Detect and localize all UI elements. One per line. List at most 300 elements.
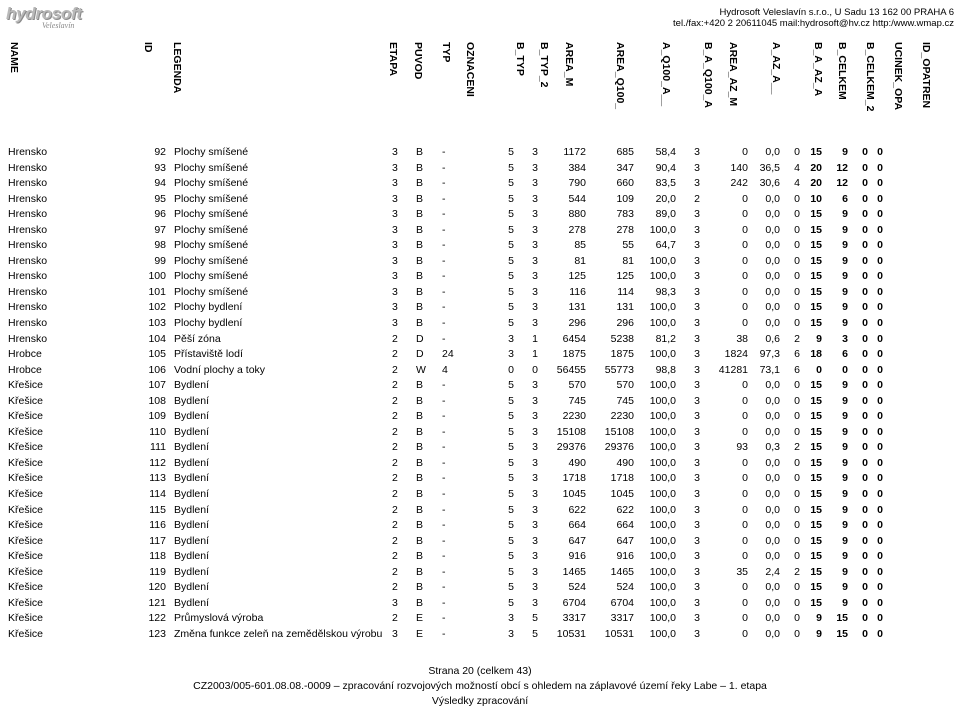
- cell-id: 99: [154, 254, 166, 267]
- cell-b-typ: 3: [508, 612, 514, 625]
- cell-b-celkem-2: 9: [842, 488, 848, 501]
- cell-typ: -: [442, 285, 446, 298]
- cell-b-a-az-a: 0: [794, 425, 800, 438]
- cell-b-typ-2: 3: [532, 534, 538, 547]
- cell-ucinek-opa: 0: [862, 534, 868, 547]
- cell-b-celkem-2: 9: [842, 317, 848, 330]
- cell-typ: 4: [442, 363, 448, 376]
- cell-a-az-a: 0,0: [765, 379, 780, 392]
- cell-a-az-a: 0,6: [765, 332, 780, 345]
- cell-b-typ: 5: [508, 317, 514, 330]
- cell-b-celkem-2: 3: [842, 332, 848, 345]
- cell-id: 121: [148, 596, 166, 609]
- cell-b-typ-2: 5: [532, 627, 538, 640]
- cell-legenda: Bydlení: [174, 441, 210, 454]
- cell-area-az-m: 242: [730, 177, 748, 190]
- cell-b-typ: 5: [508, 441, 514, 454]
- cell-legenda: Bydlení: [174, 581, 210, 594]
- cell-area-q100: 3317: [610, 612, 634, 625]
- cell-a-az-a: 0,0: [765, 223, 780, 236]
- project-title: CZ2003/005-601.08.08.-0009 – zpracování rozvojových možností obcí s ohledem na záplavové území řeky Labe – 1. etapa: [193, 680, 767, 692]
- header-b-typ-2: B_TYP_2: [538, 42, 550, 88]
- cell-b-celkem: 15: [810, 394, 822, 407]
- cell-b-celkem: 9: [816, 332, 822, 345]
- table-row: [0, 161, 883, 177]
- cell-area-q100: 10531: [604, 627, 634, 640]
- cell-id-opatren: 0: [877, 301, 883, 314]
- cell-typ: -: [442, 317, 446, 330]
- cell-area-m: 745: [568, 394, 586, 407]
- cell-area-m: 56455: [556, 363, 586, 376]
- cell-b-typ: 5: [508, 254, 514, 267]
- cell-b-a-az-a: 4: [794, 161, 800, 174]
- cell-a-az-a: 0,0: [765, 192, 780, 205]
- cell-area-q100: 647: [616, 534, 634, 547]
- cell-area-q100: 1875: [610, 348, 634, 361]
- cell-b-celkem: 15: [810, 410, 822, 423]
- cell-name: Křešice: [8, 581, 44, 594]
- header-a-az-a: A_AZ_A__: [770, 42, 782, 95]
- cell-b-celkem-2: 12: [836, 177, 848, 190]
- cell-b-celkem: 15: [810, 379, 822, 392]
- cell-name: Hrensko: [8, 317, 48, 330]
- cell-area-az-m: 0: [742, 192, 748, 205]
- cell-puvod: B: [416, 581, 424, 594]
- cell-b-typ-2: 3: [532, 285, 538, 298]
- cell-id-opatren: 0: [877, 332, 883, 345]
- cell-b-celkem-2: 9: [842, 581, 848, 594]
- cell-a-q100-a: 98,3: [655, 285, 676, 298]
- cell-typ: -: [442, 379, 446, 392]
- cell-ucinek-opa: 0: [862, 317, 868, 330]
- cell-area-q100: 296: [616, 317, 634, 330]
- cell-area-m: 490: [568, 456, 586, 469]
- cell-id-opatren: 0: [877, 596, 883, 609]
- cell-a-az-a: 0,0: [765, 581, 780, 594]
- cell-b-typ-2: 3: [532, 550, 538, 563]
- cell-b-a-az-a: 0: [794, 519, 800, 532]
- cell-ucinek-opa: 0: [862, 348, 868, 361]
- cell-name: Křešice: [8, 627, 44, 640]
- cell-legenda: Bydlení: [174, 565, 210, 578]
- cell-puvod: D: [416, 348, 424, 361]
- cell-area-az-m: 0: [742, 301, 748, 314]
- cell-ucinek-opa: 0: [862, 581, 868, 594]
- cell-name: Křešice: [8, 550, 44, 563]
- cell-a-q100-a: 100,0: [649, 612, 676, 625]
- table-row: [0, 456, 883, 472]
- cell-id: 98: [154, 239, 166, 252]
- page-number: Strana 20 (celkem 43): [428, 665, 532, 677]
- cell-puvod: B: [416, 254, 424, 267]
- cell-id-opatren: 0: [877, 192, 883, 205]
- cell-b-a-q100-a: 3: [694, 146, 700, 158]
- cell-b-celkem: 15: [810, 239, 822, 252]
- company-logo: [6, 4, 86, 32]
- cell-b-typ-2: 3: [532, 425, 538, 438]
- cell-legenda: Bydlení: [174, 425, 210, 438]
- cell-area-m: 916: [568, 550, 586, 563]
- cell-id: 96: [154, 208, 166, 221]
- cell-puvod: B: [416, 534, 424, 547]
- cell-a-az-a: 36,5: [759, 161, 780, 174]
- cell-b-typ: 5: [508, 503, 514, 516]
- cell-b-typ: 5: [508, 410, 514, 423]
- cell-id: 94: [154, 177, 166, 190]
- cell-b-a-q100-a: 3: [694, 285, 700, 298]
- cell-b-celkem-2: 9: [842, 379, 848, 392]
- cell-ucinek-opa: 0: [862, 596, 868, 609]
- cell-b-typ-2: 3: [532, 472, 538, 485]
- cell-puvod: B: [416, 146, 424, 158]
- cell-a-az-a: 0,0: [765, 208, 780, 221]
- cell-etapa: 2: [392, 534, 398, 547]
- cell-etapa: 2: [392, 410, 398, 423]
- cell-ucinek-opa: 0: [862, 550, 868, 563]
- cell-puvod: B: [416, 192, 424, 205]
- cell-id-opatren: 0: [877, 394, 883, 407]
- cell-b-a-q100-a: 3: [694, 503, 700, 516]
- cell-area-q100: 29376: [604, 441, 634, 454]
- cell-b-typ-2: 0: [532, 363, 538, 376]
- cell-b-celkem-2: 9: [842, 534, 848, 547]
- cell-puvod: B: [416, 503, 424, 516]
- cell-b-a-az-a: 0: [794, 285, 800, 298]
- cell-puvod: B: [416, 472, 424, 485]
- cell-id: 116: [149, 519, 166, 532]
- cell-area-m: 278: [568, 223, 586, 236]
- cell-b-celkem: 15: [810, 146, 822, 158]
- cell-a-q100-a: 100,0: [649, 394, 676, 407]
- cell-area-q100: 109: [616, 192, 634, 205]
- header-b-typ: B_TYP: [514, 42, 526, 76]
- cell-puvod: B: [416, 488, 424, 501]
- company-address: Hydrosoft Veleslavín s.r.o., U Sadu 13 162 00 PRAHA 6: [719, 7, 954, 18]
- table-row: [0, 285, 883, 301]
- cell-etapa: 3: [392, 254, 398, 267]
- cell-etapa: 3: [392, 317, 398, 330]
- cell-id: 113: [149, 472, 166, 485]
- cell-a-az-a: 0,0: [765, 425, 780, 438]
- cell-area-q100: 660: [616, 177, 634, 190]
- cell-a-q100-a: 81,2: [655, 332, 676, 345]
- logo-name: hydrosoft: [6, 4, 82, 23]
- cell-id: 117: [149, 534, 166, 547]
- cell-area-az-m: 0: [742, 581, 748, 594]
- cell-a-az-a: 30,6: [759, 177, 780, 190]
- cell-name: Křešice: [8, 410, 44, 423]
- cell-b-typ-2: 3: [532, 410, 538, 423]
- table-row: [0, 300, 883, 316]
- cell-ucinek-opa: 0: [862, 192, 868, 205]
- cell-b-typ: 5: [508, 581, 514, 594]
- cell-area-az-m: 0: [742, 208, 748, 221]
- cell-a-az-a: 0,0: [765, 503, 780, 516]
- table-row: [0, 580, 883, 596]
- cell-b-typ-2: 3: [532, 581, 538, 594]
- cell-a-q100-a: 98,8: [655, 363, 676, 376]
- cell-etapa: 2: [392, 379, 398, 392]
- cell-ucinek-opa: 0: [862, 270, 868, 283]
- cell-typ: -: [442, 410, 446, 423]
- cell-b-a-q100-a: 3: [694, 534, 700, 547]
- cell-b-a-q100-a: 3: [694, 488, 700, 501]
- cell-id: 92: [154, 146, 166, 158]
- cell-area-m: 1875: [562, 348, 586, 361]
- cell-b-celkem-2: 9: [842, 503, 848, 516]
- cell-area-m: 125: [568, 270, 586, 283]
- cell-a-q100-a: 20,0: [655, 192, 676, 205]
- cell-b-a-az-a: 0: [794, 379, 800, 392]
- cell-b-celkem: 15: [810, 223, 822, 236]
- cell-a-q100-a: 100,0: [649, 456, 676, 469]
- table-row: [0, 145, 883, 161]
- cell-area-az-m: 38: [736, 332, 748, 345]
- cell-b-typ: 3: [508, 332, 514, 345]
- cell-area-m: 2230: [562, 410, 586, 423]
- cell-b-celkem-2: 6: [842, 348, 848, 361]
- cell-b-typ: 5: [508, 285, 514, 298]
- cell-name: Hrensko: [8, 254, 48, 267]
- cell-etapa: 3: [392, 270, 398, 283]
- cell-area-q100: 783: [616, 208, 634, 221]
- cell-ucinek-opa: 0: [862, 472, 868, 485]
- cell-area-az-m: 0: [742, 317, 748, 330]
- cell-area-q100: 916: [616, 550, 634, 563]
- cell-id-opatren: 0: [877, 550, 883, 563]
- cell-b-a-az-a: 0: [794, 612, 800, 625]
- cell-id-opatren: 0: [877, 177, 883, 190]
- cell-area-m: 296: [568, 317, 586, 330]
- cell-id-opatren: 0: [877, 363, 883, 376]
- cell-area-q100: 664: [616, 519, 634, 532]
- cell-b-celkem-2: 9: [842, 425, 848, 438]
- table-row: [0, 471, 883, 487]
- cell-area-az-m: 140: [730, 161, 748, 174]
- cell-typ: -: [442, 192, 446, 205]
- cell-ucinek-opa: 0: [862, 441, 868, 454]
- cell-id: 106: [148, 363, 166, 376]
- cell-id: 107: [148, 379, 166, 392]
- table-row: [0, 394, 883, 410]
- cell-name: Křešice: [8, 425, 44, 438]
- table-row: [0, 503, 883, 519]
- cell-name: Hrobce: [8, 348, 42, 361]
- cell-legenda: Změna funkce zeleň na zemědělskou výrobu: [174, 627, 383, 640]
- cell-a-az-a: 0,0: [765, 550, 780, 563]
- cell-puvod: B: [416, 317, 424, 330]
- cell-name: Křešice: [8, 379, 44, 392]
- cell-name: Křešice: [8, 534, 44, 547]
- cell-id-opatren: 0: [877, 146, 883, 158]
- cell-a-q100-a: 90,4: [655, 161, 676, 174]
- cell-b-celkem-2: 9: [842, 301, 848, 314]
- cell-legenda: Bydlení: [174, 394, 210, 407]
- cell-etapa: 2: [392, 348, 398, 361]
- cell-b-celkem-2: 9: [842, 519, 848, 532]
- cell-b-typ-2: 3: [532, 379, 538, 392]
- cell-legenda: Plochy smíšené: [174, 270, 249, 283]
- cell-puvod: B: [416, 177, 424, 190]
- header-area-m: AREA_M: [563, 42, 575, 87]
- cell-area-q100: 55: [622, 239, 634, 252]
- cell-b-celkem: 15: [810, 208, 822, 221]
- cell-b-typ: 5: [508, 519, 514, 532]
- cell-etapa: 3: [392, 146, 398, 158]
- cell-id-opatren: 0: [877, 379, 883, 392]
- cell-b-celkem-2: 9: [842, 441, 848, 454]
- cell-b-typ-2: 3: [532, 223, 538, 236]
- cell-b-typ: 5: [508, 565, 514, 578]
- cell-area-q100: 114: [617, 285, 634, 298]
- cell-b-a-q100-a: 3: [694, 550, 700, 563]
- cell-b-celkem: 15: [810, 519, 822, 532]
- cell-id-opatren: 0: [877, 239, 883, 252]
- cell-ucinek-opa: 0: [862, 208, 868, 221]
- cell-area-m: 384: [568, 161, 586, 174]
- cell-b-a-az-a: 6: [794, 363, 800, 376]
- table-row: [0, 192, 883, 208]
- cell-typ: -: [442, 394, 446, 407]
- cell-etapa: 3: [392, 285, 398, 298]
- cell-a-q100-a: 100,0: [649, 410, 676, 423]
- cell-b-typ-2: 3: [532, 503, 538, 516]
- cell-legenda: Plochy smíšené: [174, 146, 249, 158]
- cell-b-a-q100-a: 3: [694, 519, 700, 532]
- cell-area-m: 544: [568, 192, 586, 205]
- table-row: [0, 316, 883, 332]
- cell-b-a-az-a: 0: [794, 596, 800, 609]
- cell-a-q100-a: 64,7: [655, 239, 676, 252]
- cell-b-a-q100-a: 3: [694, 348, 700, 361]
- cell-legenda: Bydlení: [174, 456, 210, 469]
- cell-b-celkem-2: 15: [836, 627, 848, 640]
- cell-typ: -: [442, 581, 446, 594]
- cell-a-q100-a: 100,0: [649, 317, 676, 330]
- cell-typ: -: [442, 270, 446, 283]
- header-puvod: PUVOD: [412, 42, 424, 80]
- cell-b-a-q100-a: 3: [694, 161, 700, 174]
- cell-name: Hrensko: [8, 285, 48, 298]
- cell-area-az-m: 35: [736, 565, 748, 578]
- cell-area-q100: 125: [616, 270, 634, 283]
- cell-area-m: 85: [574, 239, 586, 252]
- cell-typ: -: [442, 627, 446, 640]
- cell-typ: -: [442, 488, 446, 501]
- cell-a-az-a: 0,0: [765, 146, 780, 158]
- cell-legenda: Plochy smíšené: [174, 254, 249, 267]
- cell-b-celkem-2: 9: [842, 223, 848, 236]
- cell-area-m: 3317: [562, 612, 586, 625]
- cell-puvod: B: [416, 301, 424, 314]
- cell-b-celkem-2: 9: [842, 550, 848, 563]
- cell-b-typ: 5: [508, 425, 514, 438]
- cell-area-az-m: 0: [742, 425, 748, 438]
- cell-b-a-az-a: 6: [794, 348, 800, 361]
- cell-area-q100: 685: [616, 146, 634, 158]
- cell-area-az-m: 0: [742, 503, 748, 516]
- table-row: [0, 549, 883, 565]
- cell-name: Hrensko: [8, 177, 48, 190]
- cell-area-az-m: 0: [742, 472, 748, 485]
- cell-typ: -: [442, 612, 446, 625]
- cell-typ: -: [442, 425, 446, 438]
- cell-ucinek-opa: 0: [862, 285, 868, 298]
- table-row: [0, 425, 883, 441]
- cell-area-q100: 15108: [604, 425, 634, 438]
- cell-legenda: Bydlení: [174, 503, 210, 516]
- cell-b-a-q100-a: 3: [694, 177, 700, 190]
- cell-etapa: 2: [392, 472, 398, 485]
- cell-name: Křešice: [8, 503, 44, 516]
- cell-id-opatren: 0: [877, 254, 883, 267]
- cell-name: Křešice: [8, 565, 44, 578]
- cell-ucinek-opa: 0: [862, 332, 868, 345]
- cell-b-celkem-2: 9: [842, 596, 848, 609]
- cell-a-q100-a: 100,0: [649, 627, 676, 640]
- cell-b-typ: 5: [508, 472, 514, 485]
- cell-legenda: Bydlení: [174, 410, 210, 423]
- cell-area-m: 1465: [562, 565, 586, 578]
- cell-name: Křešice: [8, 472, 44, 485]
- cell-area-m: 6704: [562, 596, 586, 609]
- table-row: [0, 596, 883, 612]
- header-area-az-m: AREA_AZ_M: [727, 42, 739, 107]
- cell-b-a-q100-a: 3: [694, 363, 700, 376]
- table-row: [0, 534, 883, 550]
- cell-legenda: Pěší zóna: [174, 332, 221, 345]
- cell-b-a-az-a: 4: [794, 177, 800, 190]
- cell-area-az-m: 0: [742, 394, 748, 407]
- cell-b-a-q100-a: 3: [694, 441, 700, 454]
- cell-etapa: 3: [392, 223, 398, 236]
- cell-puvod: D: [416, 332, 424, 345]
- cell-b-celkem-2: 9: [842, 472, 848, 485]
- cell-typ: -: [442, 550, 446, 563]
- cell-puvod: B: [416, 456, 424, 469]
- cell-area-m: 1172: [563, 146, 586, 158]
- cell-typ: -: [442, 239, 446, 252]
- header-b-a-q100-a: B_A_Q100_A: [702, 42, 714, 108]
- cell-b-celkem: 15: [810, 270, 822, 283]
- cell-ucinek-opa: 0: [862, 161, 868, 174]
- cell-legenda: Přístaviště lodí: [174, 348, 243, 361]
- cell-id: 118: [149, 550, 166, 563]
- table-row: [0, 518, 883, 534]
- cell-typ: -: [442, 161, 446, 174]
- cell-name: Křešice: [8, 612, 44, 625]
- cell-ucinek-opa: 0: [862, 488, 868, 501]
- cell-id: 100: [148, 270, 166, 283]
- cell-name: Křešice: [8, 596, 44, 609]
- cell-area-az-m: 0: [742, 534, 748, 547]
- cell-b-a-az-a: 0: [794, 208, 800, 221]
- cell-id-opatren: 0: [877, 208, 883, 221]
- cell-ucinek-opa: 0: [862, 223, 868, 236]
- cell-b-celkem-2: 9: [842, 254, 848, 267]
- cell-b-celkem: 15: [810, 456, 822, 469]
- cell-typ: -: [442, 441, 446, 454]
- cell-id-opatren: 0: [877, 519, 883, 532]
- cell-a-q100-a: 100,0: [649, 565, 676, 578]
- cell-a-q100-a: 100,0: [649, 488, 676, 501]
- cell-b-a-q100-a: 3: [694, 270, 700, 283]
- cell-legenda: Plochy smíšené: [174, 177, 249, 190]
- cell-id: 105: [148, 348, 166, 361]
- cell-id-opatren: 0: [877, 488, 883, 501]
- header-b-celkem: B_CELKEM: [836, 42, 848, 100]
- cell-a-az-a: 0,0: [765, 317, 780, 330]
